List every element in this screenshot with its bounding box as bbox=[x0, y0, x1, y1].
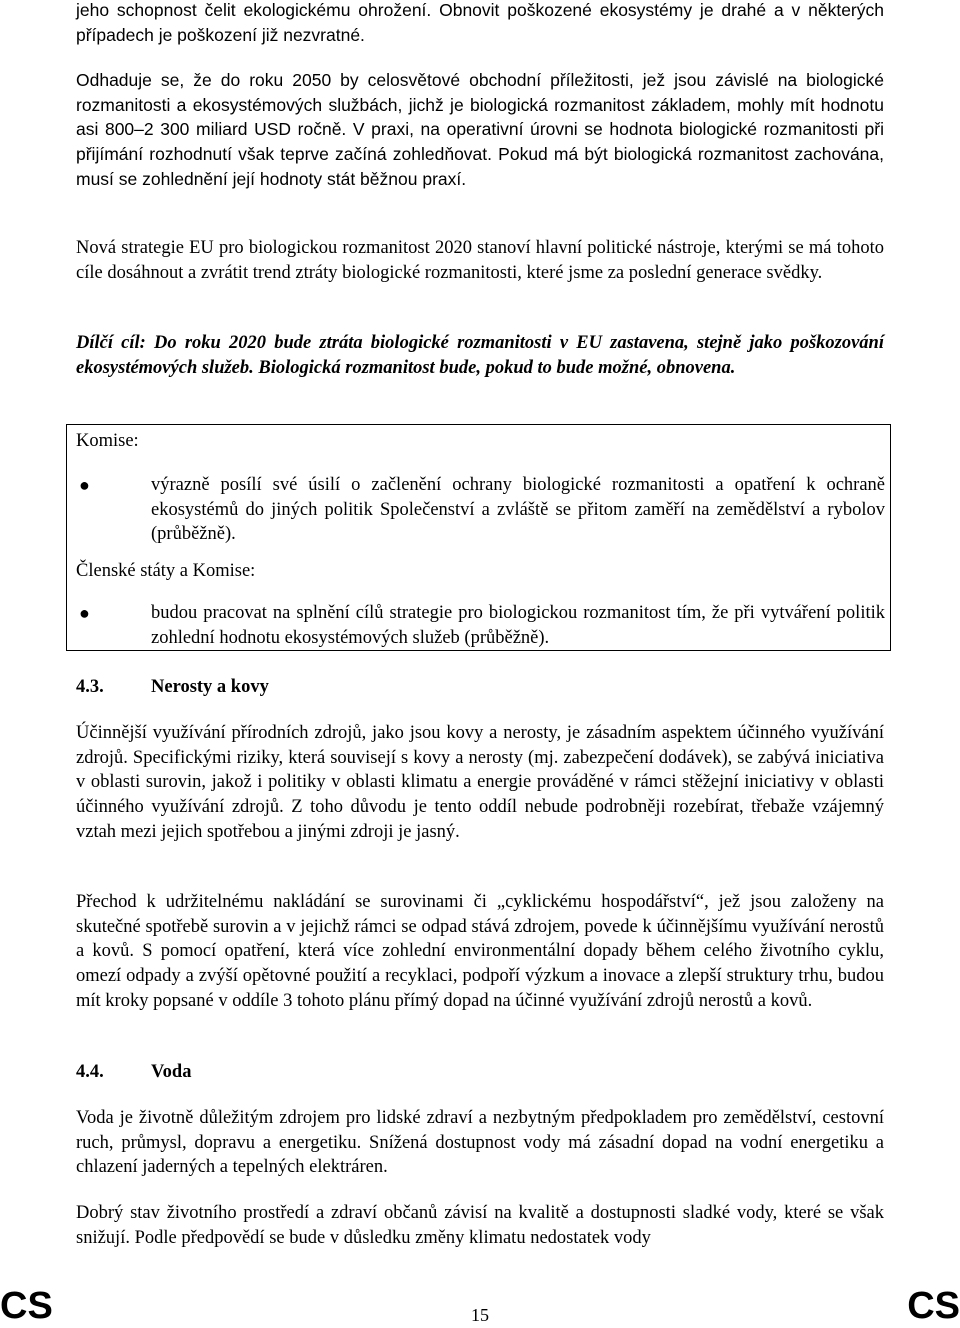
paragraph-water-1: Voda je životně důležitým zdrojem pro lidské zdraví a nezbytným předpokladem pro zemědělství, cestovní ruch, průmysl, dopravu a energetiku. Snížená dostupnost vody má zásadní dopad na vodní energetiku a chlazení jaderných a tepelných elektráren. bbox=[76, 1108, 884, 1178]
section-heading-4-4 bbox=[76, 1060, 191, 1085]
sub-goal-statement: Dílčí cíl: Do roku 2020 bude ztráta biologické rozmanitosti v EU zastavena, stejně jako poškozování ekosystémových služeb. Biologická rozmanitost bude, pokud to bude možné, obnovena. bbox=[76, 333, 884, 378]
paragraph-minerals-2: Přechod k udržitelnému nakládání se surovinami či „cyklickému hospodářství“, jež jsou založeny na skutečné spotřebě surovin a v jejichž rámci se odpad stává zdrojem, povede k účinnějšímu využívání nerostů a kovů. S pomocí opatření, která více zohlední environmentální dopady během celého životního cyklu, omezí odpady a zvýší opětovné použití a recyklaci, podpoří výzkum a inovace a zlepší struktury trhu, budou mít kroky popsané v oddíle 3 tohoto plánu přímý dopad na účinné využívání zdrojů nerostů a kovů. bbox=[76, 892, 884, 1011]
paragraph-minerals-1: Účinnější využívání přírodních zdrojů, jako jsou kovy a nerosty, je zásadním aspektem účinného využívání zdrojů. Specifickými riziky, která souvisejí s kovy a nerosty (mj. zabezpečení dodávek), se zabývá iniciativa v oblasti surovin, jakož i politiky v oblasti klimatu a energie prováděné v rámci stěžejní iniciativy v oblasti účinného využívání zdrojů. Z toho důvodu je tento oddíl nebude podrobněji rozebírat, třebaže vzájemný vztah mezi jejich spotřebou a jinými zdroji je jasný. bbox=[76, 723, 884, 842]
section-title: Voda bbox=[151, 1062, 192, 1082]
member-states-label: Členské státy a Komise: bbox=[76, 561, 256, 581]
section-number: 4.4. bbox=[76, 1062, 104, 1082]
paragraph-water-2: Dobrý stav životního prostředí a zdraví občanů závisí na kvalitě a dostupnosti sladké vody, které se však snižují. Podle předpovědí se bude v důsledku změny klimatu nedostatek vody bbox=[76, 1203, 884, 1248]
page-number: 15 bbox=[471, 1305, 489, 1325]
commission-action: výrazně posílí své úsilí o začlenění ochrany biologické rozmanitosti a opatření k ochraně ekosystémů do jiných politik Společenství a zvláště se přitom zaměří na zemědělství a rybolov (průběžně). bbox=[151, 475, 885, 545]
paragraph-eu-strategy: Nová strategie EU pro biologickou rozmanitost 2020 stanoví hlavní politické nástroje, kterými se má tohoto cíle dosáhnout a zvrátit trend ztráty biologické rozmanitosti, které jsme za poslední generace svědky. bbox=[76, 238, 884, 283]
commission-label: Komise: bbox=[76, 431, 139, 451]
bullet-icon: ● bbox=[79, 475, 90, 495]
section-heading-4-3 bbox=[76, 675, 269, 700]
actions-box bbox=[66, 424, 891, 651]
language-code-left: CS bbox=[0, 1285, 53, 1327]
member-states-action: budou pracovat na splnění cílů strategie pro biologickou rozmanitost tím, že při vytváření politik zohlední hodnotu ekosystémových služeb (průběžně). bbox=[151, 603, 885, 648]
section-title: Nerosty a kovy bbox=[151, 677, 269, 697]
continued-paragraph: jeho schopnost čelit ekologickému ohrožení. Obnovit poškozené ekosystémy je drahé a v některých případech je poškození již nezvratné. bbox=[76, 0, 884, 45]
section-number: 4.3. bbox=[76, 677, 104, 697]
bullet-icon: ● bbox=[79, 603, 90, 623]
paragraph-economic-value: Odhaduje se, že do roku 2050 by celosvětové obchodní příležitosti, jež jsou závislé na biologické rozmanitosti a ekosystémových službách, jichž je biologická rozmanitost základem, mohly mít hodnotu asi 800–2 300 miliard USD ročně. V praxi, na operativní úrovni se hodnota biologické rozmanitosti při přijímání rozhodnutí však teprve začíná zohledňovat. Pokud má být biologická rozmanitost zachována, musí se zohlednění její hodnoty stát běžnou praxí. bbox=[76, 70, 884, 189]
language-code-right: CS bbox=[907, 1285, 960, 1327]
